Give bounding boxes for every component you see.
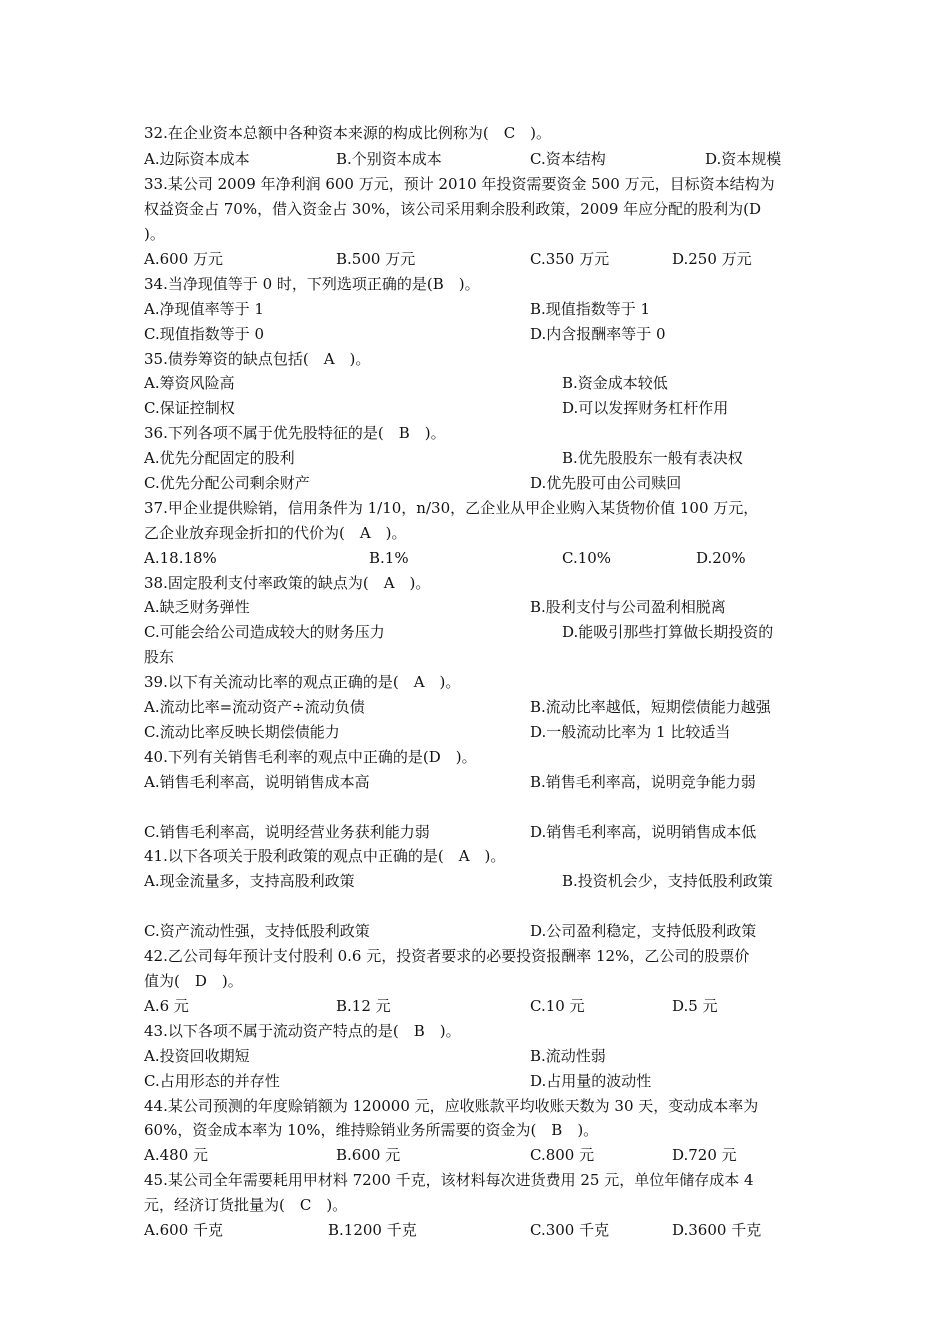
question-38-stem: 38.固定股利支付率政策的缺点为( A )。 — [144, 574, 431, 592]
question-45-stem-1: 45.某公司全年需要耗用甲材料 7200 千克，该材料每次进货费用 25 元，单位年储存成本 4 — [144, 1171, 754, 1189]
question-36-option-b: B.优先股股东一般有表决权 — [562, 449, 743, 467]
question-37-stem-2: 乙企业放弃现金折扣的代价为( A )。 — [144, 524, 407, 542]
question-41-option-c: C.资产流动性强，支持低股利政策 — [144, 922, 370, 940]
question-32-option-d: D.资本规模 — [705, 150, 782, 168]
question-42-option-c: C.10 元 — [530, 997, 585, 1015]
question-34-option-c: C.现值指数等于 0 — [144, 325, 265, 343]
question-40-option-b: B.销售毛利率高，说明竞争能力弱 — [530, 773, 756, 791]
question-37-stem-1: 37.甲企业提供赊销，信用条件为 1/10，n/30，乙企业从甲企业购入某货物价值 100 万元， — [144, 499, 759, 517]
question-42-option-b: B.12 元 — [336, 997, 391, 1015]
question-33-stem-3: )。 — [144, 225, 165, 243]
question-33-option-b: B.500 万元 — [336, 250, 416, 268]
question-40-option-a: A.销售毛利率高，说明销售成本高 — [144, 773, 370, 791]
question-43-option-d: D.占用量的波动性 — [530, 1072, 652, 1090]
question-39-option-b: B.流动比率越低，短期偿债能力越强 — [530, 698, 771, 716]
question-38-option-b: B.股利支付与公司盈利相脱离 — [530, 598, 726, 616]
question-33-option-a: A.600 万元 — [144, 250, 223, 268]
question-38-option-d-continued: 股东 — [144, 648, 175, 666]
question-43-option-c: C.占用形态的并存性 — [144, 1072, 280, 1090]
question-44-option-d: D.720 元 — [672, 1146, 737, 1164]
question-44-stem-2: 60%，资金成本率为 10%，维持赊销业务所需要的资金为( B )。 — [144, 1121, 599, 1139]
question-34-stem: 34.当净现值等于 0 时，下列选项正确的是(B )。 — [144, 275, 480, 293]
question-35-option-a: A.筹资风险高 — [144, 374, 235, 392]
question-33-stem-1: 33.某公司 2009 年净利润 600 万元，预计 2010 年投资需要资金 500 万元，目标资本结构为 — [144, 175, 775, 193]
question-38-option-a: A.缺乏财务弹性 — [144, 598, 250, 616]
question-35-option-d: D.可以发挥财务杠杆作用 — [562, 399, 729, 417]
question-36-option-c: C.优先分配公司剩余财产 — [144, 474, 310, 492]
question-39-option-c: C.流动比率反映长期偿债能力 — [144, 723, 340, 741]
question-34-option-d: D.内含报酬率等于 0 — [530, 325, 666, 343]
question-33-stem-2: 权益资金占 70%，借入资金占 30%，该公司采用剩余股利政策，2009 年应分配的股利为(D — [144, 200, 762, 218]
question-41-option-b: B.投资机会少，支持低股利政策 — [562, 872, 773, 890]
question-42-stem-1: 42.乙公司每年预计支付股利 0.6 元，投资者要求的必要投资报酬率 12%，乙公司的股票价 — [144, 947, 750, 965]
question-41-option-a: A.现金流量多，支持高股利政策 — [144, 872, 355, 890]
question-44-option-a: A.480 元 — [144, 1146, 208, 1164]
question-34-option-a: A.净现值率等于 1 — [144, 300, 264, 318]
question-35-option-c: C.保证控制权 — [144, 399, 235, 417]
question-39-option-a: A.流动比率=流动资产÷流动负债 — [144, 698, 365, 716]
question-45-option-c: C.300 千克 — [530, 1221, 610, 1239]
question-37-option-a: A.18.18% — [144, 549, 217, 567]
question-40-stem: 40.下列有关销售毛利率的观点中正确的是(D )。 — [144, 748, 477, 766]
question-37-option-b: B.1% — [369, 549, 409, 567]
question-32-stem: 32.在企业资本总额中各种资本来源的构成比例称为( C )。 — [144, 124, 552, 142]
question-36-option-d: D.优先股可由公司赎回 — [530, 474, 682, 492]
question-45-stem-2: 元，经济订货批量为( C )。 — [144, 1196, 348, 1214]
question-41-option-d: D.公司盈利稳定，支持低股利政策 — [530, 922, 757, 940]
question-36-stem: 36.下列各项不属于优先股特征的是( B )。 — [144, 424, 446, 442]
question-37-option-c: C.10% — [562, 549, 612, 567]
question-34-option-b: B.现值指数等于 1 — [530, 300, 651, 318]
question-42-stem-2: 值为( D )。 — [144, 972, 243, 990]
question-33-option-d: D.250 万元 — [672, 250, 752, 268]
question-40-option-d: D.销售毛利率高，说明销售成本低 — [530, 823, 757, 841]
question-42-option-d: D.5 元 — [672, 997, 718, 1015]
question-44-stem-1: 44.某公司预测的年度赊销额为 120000 元，应收账款平均收账天数为 30 天，变动成本率为 — [144, 1097, 759, 1115]
question-45-option-a: A.600 千克 — [144, 1221, 223, 1239]
question-33-option-c: C.350 万元 — [530, 250, 610, 268]
question-36-option-a: A.优先分配固定的股利 — [144, 449, 295, 467]
question-35-option-b: B.资金成本较低 — [562, 374, 668, 392]
question-45-option-d: D.3600 千克 — [672, 1221, 762, 1239]
question-43-option-b: B.流动性弱 — [530, 1047, 606, 1065]
question-44-option-c: C.800 元 — [530, 1146, 595, 1164]
question-39-stem: 39.以下有关流动比率的观点正确的是( A )。 — [144, 673, 461, 691]
question-37-option-d: D.20% — [696, 549, 746, 567]
question-35-stem: 35.债券筹资的缺点包括( A )。 — [144, 350, 371, 368]
question-43-option-a: A.投资回收期短 — [144, 1047, 250, 1065]
question-38-option-c: C.可能会给公司造成较大的财务压力 — [144, 623, 385, 641]
question-45-option-b: B.1200 千克 — [328, 1221, 417, 1239]
question-39-option-d: D.一般流动比率为 1 比较适当 — [530, 723, 731, 741]
question-42-option-a: A.6 元 — [144, 997, 189, 1015]
question-44-option-b: B.600 元 — [336, 1146, 401, 1164]
question-38-option-d: D.能吸引那些打算做长期投资的 — [562, 623, 774, 641]
question-43-stem: 43.以下各项不属于流动资产特点的是( B )。 — [144, 1022, 461, 1040]
question-32-option-c: C.资本结构 — [530, 150, 606, 168]
question-32-option-b: B.个别资本成本 — [336, 150, 442, 168]
question-32-option-a: A.边际资本成本 — [144, 150, 250, 168]
question-41-stem: 41.以下各项关于股利政策的观点中正确的是( A )。 — [144, 847, 506, 865]
question-40-option-c: C.销售毛利率高，说明经营业务获利能力弱 — [144, 823, 430, 841]
